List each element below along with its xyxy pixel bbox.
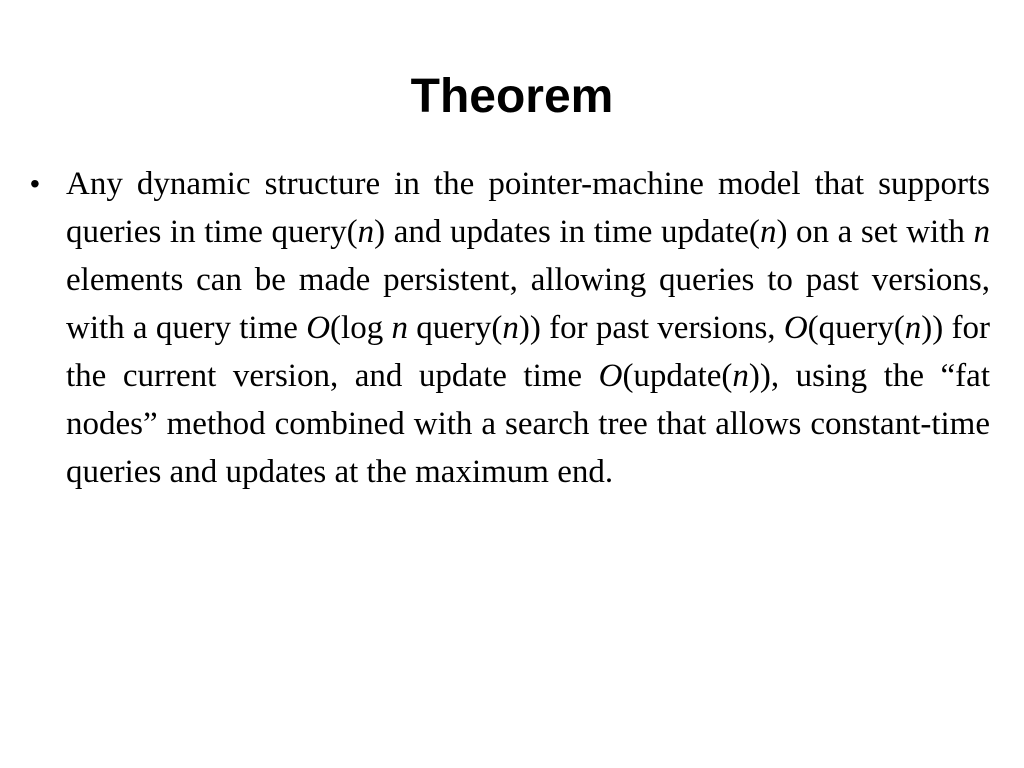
text-segment: elements can be made persistent, allowing queries to past versions, with a query time bbox=[66, 262, 990, 346]
text-segment: )), using the “fat nodes” method combined with a search tree that allows constant-time queries and updates at the maximum end. bbox=[66, 358, 990, 490]
math-variable-n: n bbox=[357, 214, 375, 250]
math-big-o: O bbox=[783, 310, 808, 346]
text-segment: )) for the current version, and update time bbox=[66, 310, 991, 394]
slide-title: Theorem bbox=[410, 70, 614, 123]
text-segment: ) on a set with bbox=[776, 214, 974, 250]
text-segment: Any dynamic structure in the pointer-machine model that supports queries in time query( bbox=[66, 166, 990, 250]
math-big-o: O bbox=[306, 310, 331, 346]
math-big-o: O bbox=[598, 358, 623, 394]
math-variable-n: n bbox=[904, 310, 922, 346]
math-variable-n: n bbox=[732, 358, 749, 394]
text-segment: query( bbox=[407, 310, 503, 346]
math-variable-n: n bbox=[391, 310, 408, 346]
math-variable-n: n bbox=[759, 214, 777, 250]
text-segment: (update( bbox=[622, 358, 733, 394]
theorem-text bbox=[66, 166, 990, 490]
bullet-icon: • bbox=[30, 168, 40, 199]
text-segment: )) for past versions, bbox=[518, 310, 784, 346]
text-segment: (query( bbox=[807, 310, 905, 346]
theorem-bullet bbox=[30, 160, 990, 496]
text-segment: ) and updates in time update( bbox=[374, 214, 760, 250]
bullet-list bbox=[30, 160, 990, 496]
math-variable-n: n bbox=[502, 310, 519, 346]
text-segment: (log bbox=[330, 310, 392, 346]
math-variable-n: n bbox=[973, 214, 991, 250]
